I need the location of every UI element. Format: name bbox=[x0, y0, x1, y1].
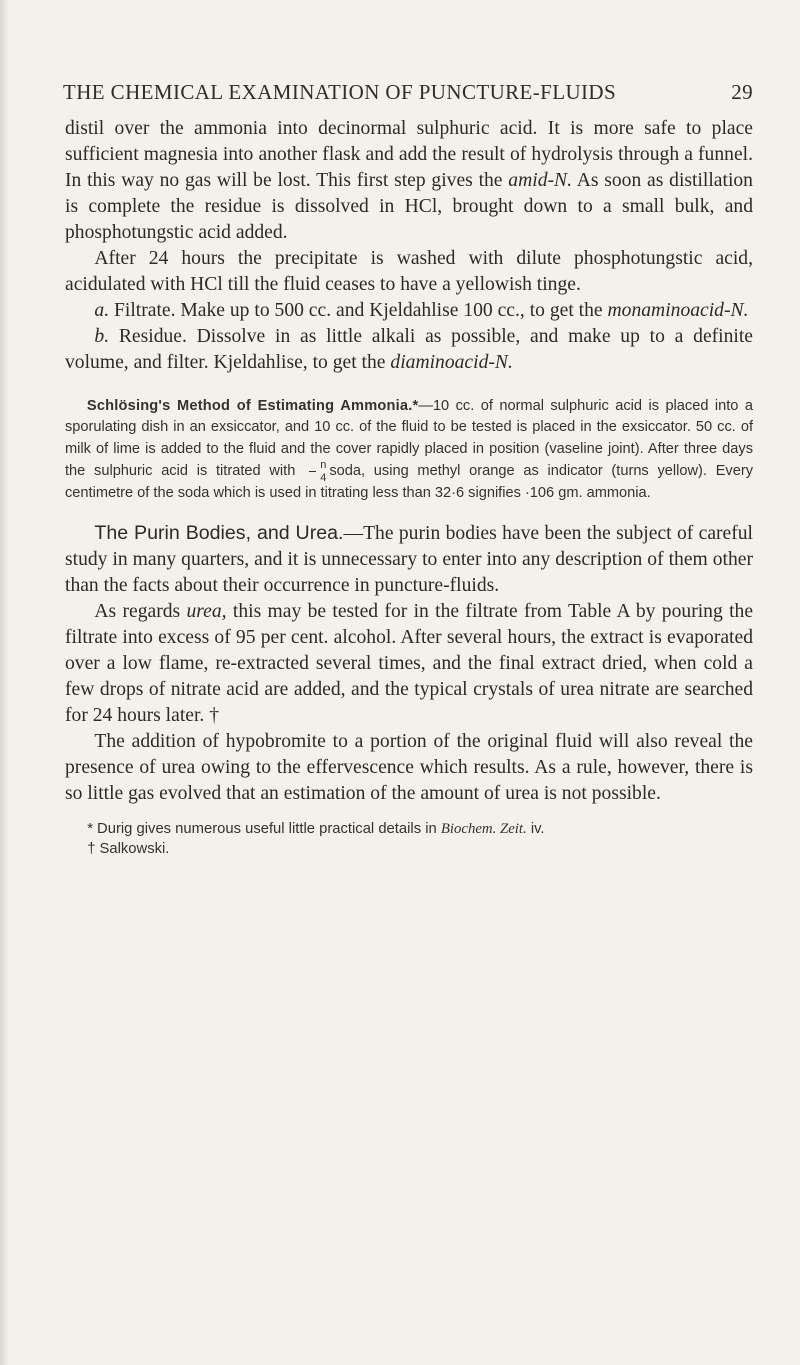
purin-urea-section: The Purin Bodies, and Urea.—The purin bodies have been the subject of careful study in many quarters, and it is unnecessary to enter into any description of them other than the facts about their occurrence in puncture-fluids. As regards urea, this may be tested for in the filtrate from Table A by pouring the filtrate into excess of 95 per cent. alcohol. After several hours, the extract is evaporated over a low flame, re-extracted several times, and the final extract dried, when cold a few drops of nitrate acid are added, and the typical crystals of urea nitrate are searched for 24 hours later. † The addition of hypobromite to a portion of the original fluid will also reveal the presence of urea owing to the effervescence which results. As a rule, however, there is so little gas evolved that an estimation of the amount of urea is not possible. bbox=[65, 520, 753, 807]
page-body bbox=[65, 116, 753, 859]
paragraph-urea: As regards urea, this may be tested for in the filtrate from Table A by pouring the filtrate into excess of 95 per cent. alcohol. After several hours, the extract is evaporated over a low flame, re-extracted several times, and the final extract dried, when cold a few drops of nitrate acid are added, and the typical crystals of urea nitrate are searched for 24 hours later. † bbox=[65, 601, 754, 727]
footnote-durig: * Durig gives numerous useful little practical details in Biochem. Zeit. iv. bbox=[87, 821, 545, 838]
paragraph-distil: distil over the ammonia into decinormal sulphuric acid. It is more safe to place sufficient magnesia into another flask and add the result of hydrolysis through a funnel. In this way no gas will be lost. This first step gives the amid-N. As soon as distillation is complete the residue is dissolved in HCl, brought down to a small bulk, and phosphotungstic acid added. bbox=[65, 118, 753, 243]
page-edge-shadow bbox=[0, 0, 9, 1365]
footnote-salkowski: † Salkowski. bbox=[87, 841, 170, 858]
paragraph-hypobromite: The addition of hypobromite to a portion of the original fluid will also reveal the presence of urea owing to the effervescence which results. As a rule, however, there is so little gas evolved that an estimation of the amount of urea is not possible. bbox=[65, 731, 753, 805]
monaminoacid-term: monaminoacid-N. bbox=[607, 300, 749, 321]
page-number: 29 bbox=[731, 80, 753, 104]
footnotes bbox=[65, 819, 753, 859]
purin-section-title: The Purin Bodies, and Urea. bbox=[94, 522, 344, 545]
fraction-n-over-4: $\frac{n}{4}$ bbox=[298, 460, 326, 483]
running-header bbox=[63, 80, 753, 105]
amid-n-term: amid-N. bbox=[508, 170, 572, 191]
running-title: THE CHEMICAL EXAMINATION OF PUNCTURE-FLUIDS bbox=[63, 80, 617, 104]
paragraph-filtrate: a. Filtrate. Make up to 500 cc. and Kjeldahlise 100 cc., to get the monaminoacid-N. bbox=[94, 300, 749, 321]
paragraph-precipitate: After 24 hours the precipitate is washed with dilute phosphotungstic acid, acidulated with HCl till the fluid ceases to have a yellowish tinge. bbox=[65, 248, 753, 295]
paragraph-residue: b. Residue. Dissolve in as little alkali as possible, and make up to a definite volume, and filter. Kjeldahlise, to get the diaminoacid-N. bbox=[65, 326, 753, 373]
schlosing-heading: Schlösing's Method of Estimating Ammonia.* bbox=[86, 398, 419, 414]
schlosing-method-block: Schlösing's Method of Estimating Ammonia.*—10 cc. of normal sulphuric acid is placed into a sporulating dish in an exsiccator, and 10 cc. of the fluid to be tested is placed in the exsiccator. 50 cc. of milk of lime is added to the fluid and the cover rapidly placed in position (vaseline joint). After three days the sulphuric acid is titrated with $\frac{n}{4}$ soda, using methyl orange as indicator (turns yellow). Every centimetre of the soda which is used in titrating less than 32·6 signifies ·106 gm. ammonia. bbox=[65, 398, 754, 501]
diaminoacid-term: diaminoacid-N. bbox=[390, 352, 513, 373]
